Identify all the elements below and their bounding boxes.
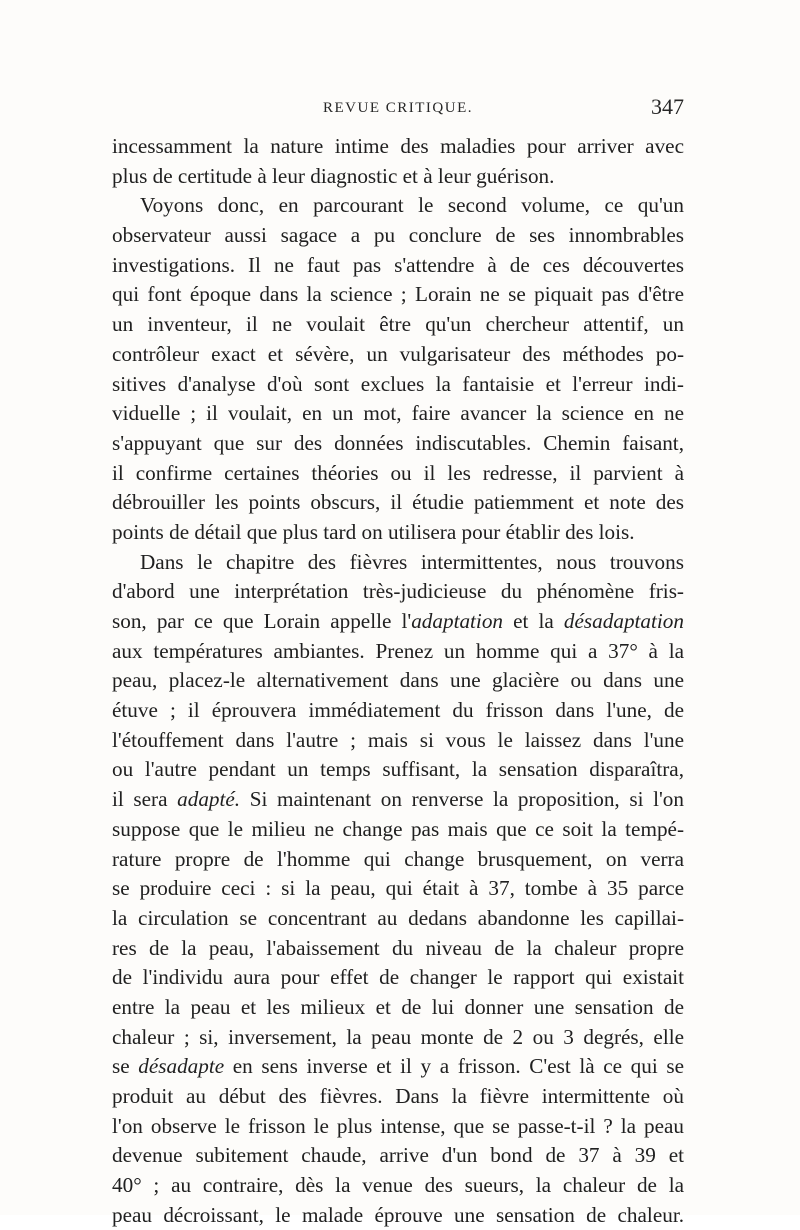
text-line: d'abord une interprétation très-judicieuse du phénomène fris- (112, 579, 684, 604)
text-line: contrôleur exact et sévère, un vulgarisateur des méthodes po- (112, 341, 684, 366)
text-line: entre la peau et les milieux et de lui donner une sensation de (112, 994, 684, 1019)
text-line: viduelle ; il voulait, en un mot, faire avancer la science en ne (112, 401, 684, 426)
text-line: ou l'autre pendant un temps suffisant, la sensation disparaîtra, (112, 757, 684, 782)
text-line: de l'individu aura pour effet de changer le rapport qui existait (112, 965, 684, 990)
text-line: débrouiller les points obscurs, il étudie patiemment et note des (112, 490, 684, 515)
text-line: l'étouffement dans l'autre ; mais si vous le laissez dans l'une (112, 727, 684, 752)
text-line: peau décroissant, le malade éprouve une sensation de chaleur. (112, 1202, 684, 1227)
text-line: l'on observe le frisson le plus intense, que se passe-t-il ? la peau (112, 1113, 684, 1138)
text-line: se désadapte en sens inverse et il y a frisson. C'est là ce qui se (112, 1054, 684, 1079)
text-line: suppose que le milieu ne change pas mais que ce soit la tempé- (112, 816, 684, 841)
text-line: investigations. Il ne faut pas s'attendre à de ces découvertes (112, 252, 684, 277)
text-line: aux températures ambiantes. Prenez un homme qui a 37° à la (112, 638, 684, 663)
text-line: plus de certitude à leur diagnostic et à leur guérison. (112, 163, 555, 188)
text-line: rature propre de l'homme qui change brusquement, on verra (112, 846, 684, 871)
text-line: observateur aussi sagace a pu conclure de ses innombrables (112, 223, 684, 248)
page-number: 347 (651, 94, 684, 119)
text-line: se produire ceci : si la peau, qui était à 37, tombe à 35 parce (112, 876, 684, 901)
text-line: Voyons donc, en parcourant le second volume, ce qu'un (140, 193, 684, 218)
text-line: il sera adapté. Si maintenant on renverse la proposition, si l'on (112, 787, 684, 812)
text-line: peau, placez-le alternativement dans une glacière ou dans une (112, 668, 684, 693)
text-line: res de la peau, l'abaissement du niveau de la chaleur propre (112, 935, 684, 960)
running-title: REVUE CRITIQUE. (323, 100, 473, 116)
text-line: un inventeur, il ne voulait être qu'un chercheur attentif, un (112, 312, 684, 337)
running-header (112, 94, 684, 124)
text-line: étuve ; il éprouvera immédiatement du frisson dans l'une, de (112, 698, 684, 723)
text-line: chaleur ; si, inversement, la peau monte de 2 ou 3 degrés, elle (112, 1024, 684, 1049)
text-line: s'appuyant que sur des données indiscutables. Chemin faisant, (112, 430, 684, 455)
text-line: incessamment la nature intime des maladies pour arriver avec (112, 134, 684, 158)
text-line: points de détail que plus tard on utilisera pour établir des lois. (112, 519, 635, 544)
text-line: produit au début des fièvres. Dans la fièvre intermittente où (112, 1084, 684, 1108)
text-line: Dans le chapitre des fièvres intermittentes, nous trouvons (140, 549, 684, 574)
text-line: la circulation se concentrant au dedans abandonne les capillai- (112, 905, 684, 930)
text-line: qui font époque dans la science ; Lorain ne se piquait pas d'être (112, 282, 684, 307)
text-line: son, par ce que Lorain appelle l'adaptation et la désadaptation (112, 609, 684, 633)
text-line: il confirme certaines théories ou il les redresse, il parvient à (112, 460, 684, 485)
text-line: devenue subitement chaude, arrive d'un bond de 37 à 39 et (112, 1143, 684, 1168)
body-text (112, 132, 684, 1230)
text-line: sitives d'analyse d'où sont exclues la fantaisie et l'erreur indi- (112, 371, 684, 396)
text-line: 40° ; au contraire, dès la venue des sueurs, la chaleur de la (112, 1173, 684, 1198)
